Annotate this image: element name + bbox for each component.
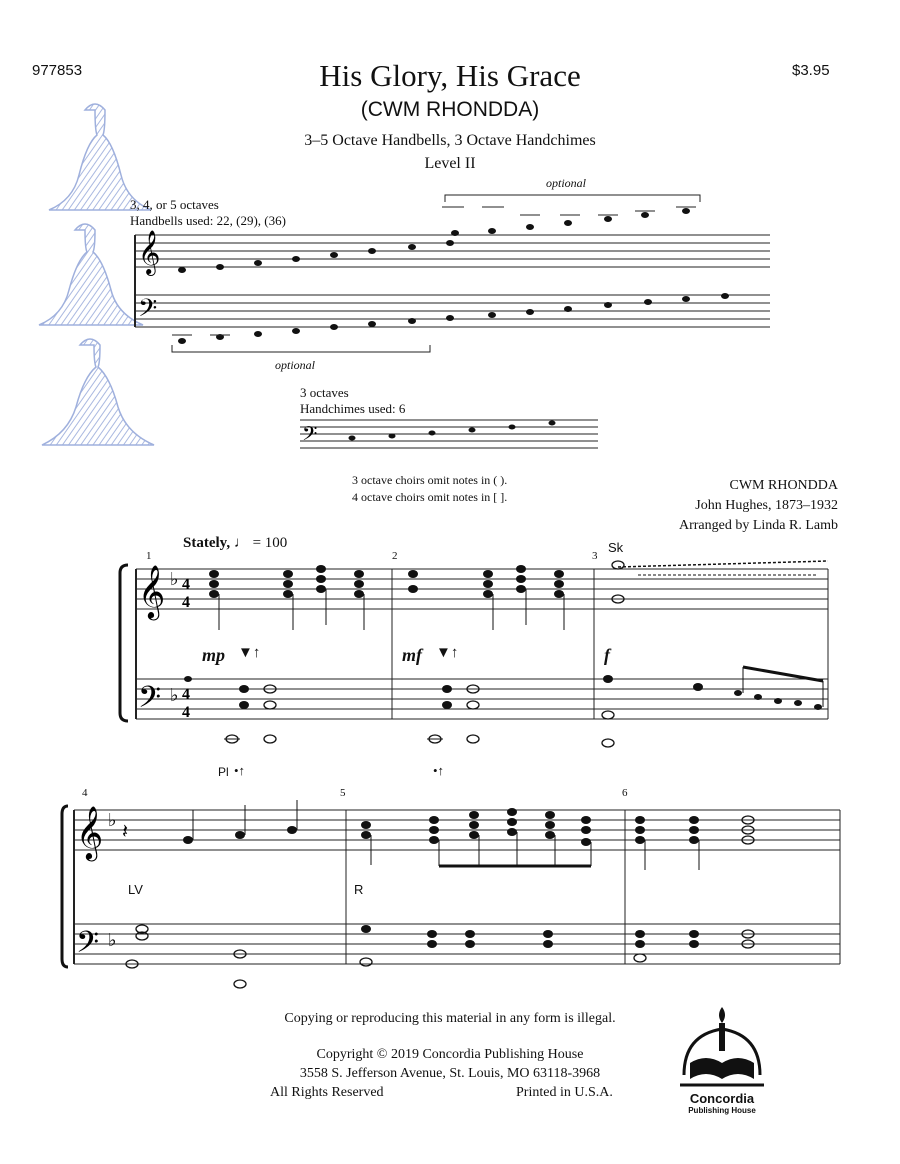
printed-line: Printed in U.S.A. xyxy=(516,1085,613,1100)
flat-icon: ♭ xyxy=(108,810,117,830)
time-signature: 4 xyxy=(182,594,190,611)
time-signature: 4 xyxy=(182,704,190,721)
dynamic-mp: mp xyxy=(202,645,226,665)
pluck-arrow-icon: •↑ xyxy=(234,763,246,778)
publisher-address: 3558 S. Jefferson Avenue, St. Louis, MO 63118-3968 xyxy=(299,1066,601,1081)
page-subtitle: (CWM RHONDDA) xyxy=(360,98,540,121)
chords xyxy=(184,565,822,710)
time-signature: 4 xyxy=(182,686,190,703)
arranger-credit: Arranged by Linda R. Lamb xyxy=(678,518,838,533)
measure-number: 1 xyxy=(146,550,152,562)
measure-number: 2 xyxy=(392,550,398,562)
technique-sk: Sk xyxy=(608,540,624,555)
publisher-logo xyxy=(672,1005,772,1120)
logo-name: Concordia xyxy=(689,1091,755,1106)
treble-clef-icon: 𝄞 xyxy=(76,807,104,858)
score-system-1 xyxy=(118,555,838,770)
treble-clef-icon: 𝄞 xyxy=(138,232,161,274)
notes xyxy=(183,808,699,948)
composer-credit: John Hughes, 1873–1932 xyxy=(695,498,838,513)
copy-warning: Copying or reproducing this material in any form is illegal. xyxy=(284,1011,616,1026)
flat-icon: ♭ xyxy=(108,930,117,950)
technique-lv: LV xyxy=(128,882,143,897)
technique-r: R xyxy=(354,882,364,897)
optional-label-top: optional xyxy=(546,176,587,190)
logo-subname: Publishing House xyxy=(688,1106,756,1115)
page-title: His Glory, His Grace xyxy=(319,58,581,93)
omit-note-3-octave: 3 octave choirs omit notes in ( ). xyxy=(352,473,508,487)
optional-label-bottom: optional xyxy=(275,358,316,372)
dynamic-f: f xyxy=(604,645,610,665)
score-system-2 xyxy=(60,790,850,1010)
quarter-note-icon: ♩ xyxy=(233,535,249,551)
catalog-number: 977853 xyxy=(32,62,83,79)
technique-pl: Pl xyxy=(218,765,229,779)
treble-clef-icon: 𝄞 xyxy=(138,566,166,617)
bass-clef-icon: 𝄢 xyxy=(138,681,162,721)
pluck-arrow-icon: •↑ xyxy=(433,763,445,778)
concordia-logo-icon xyxy=(672,1005,772,1090)
flat-icon: ♭ xyxy=(170,569,179,589)
difficulty-level: Level II xyxy=(424,155,476,172)
tempo-value: = 100 xyxy=(252,535,288,551)
measure-number: 3 xyxy=(592,550,598,562)
bass-clef-icon: 𝄢 xyxy=(76,926,100,966)
measure-number: 4 xyxy=(82,787,88,799)
flat-icon: ♭ xyxy=(170,685,179,705)
copyright-line: Copyright © 2019 Concordia Publishing House xyxy=(316,1047,584,1062)
dynamic-mf: mf xyxy=(402,645,422,665)
omit-note-4-octave: 4 octave choirs omit notes in [ ]. xyxy=(352,490,508,504)
price: $3.95 xyxy=(792,62,830,79)
instrumentation: 3–5 Octave Handbells, 3 Octave Handchimes xyxy=(304,132,596,149)
time-signature: 4 xyxy=(182,576,190,593)
measure-number: 6 xyxy=(622,787,628,799)
octaves-label: 3, 4, or 5 octaves xyxy=(130,197,219,212)
bass-clef-icon: 𝄢 xyxy=(302,424,318,450)
range-chart-notation xyxy=(120,175,780,465)
handchimes-used: Handchimes used: 6 xyxy=(300,401,406,416)
tempo-label: Stately, xyxy=(183,535,231,551)
tune-name: CWM RHONDDA xyxy=(729,478,838,493)
tempo-marking xyxy=(183,535,287,552)
rest-icon: 𝄽 xyxy=(122,821,129,843)
rights-line: All Rights Reserved xyxy=(270,1085,384,1100)
measure-number: 5 xyxy=(340,787,346,799)
mallet-arrow-icon: ▼↑ xyxy=(436,645,459,661)
mallet-arrow-icon: ▼↑ xyxy=(238,645,261,661)
handbells-used: Handbells used: 22, (29), (36) xyxy=(130,213,286,228)
chimes-octaves-label: 3 octaves xyxy=(300,385,349,400)
bass-clef-icon: 𝄢 xyxy=(138,295,158,328)
